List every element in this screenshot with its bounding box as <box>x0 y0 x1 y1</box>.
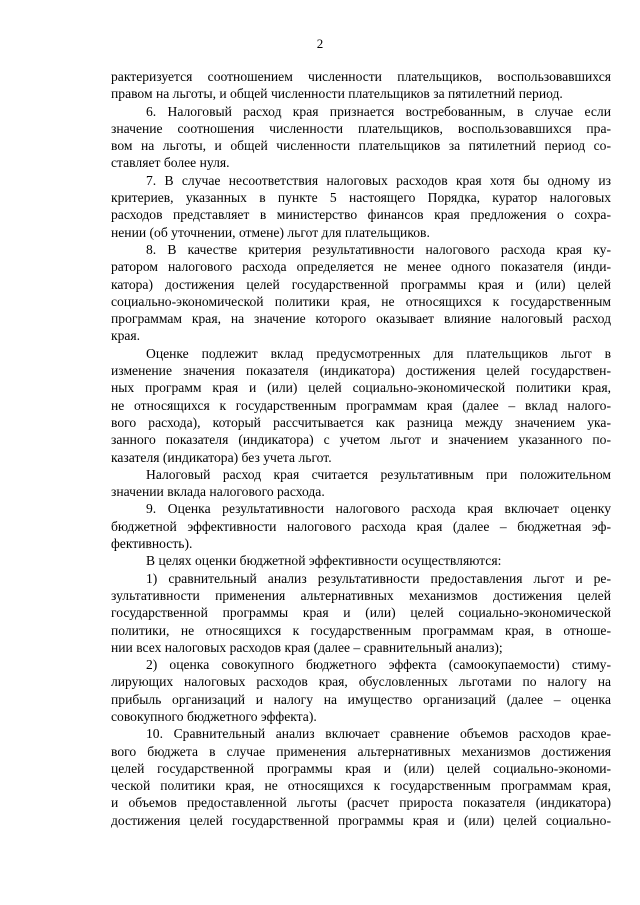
text-line: не относящихся к государственным программам края (далее – вклад налого- <box>111 397 611 413</box>
text-line: В целях оценки бюджетной эффективности осуществляются: <box>146 553 502 569</box>
text-line: 7. В случае несоответствия налоговых расходов края хотя бы одному из <box>146 172 611 188</box>
text-line: 9. Оценка результативности налогового расхода края включает оценку <box>146 501 611 517</box>
text-line: 6. Налоговый расход края признается востребованным, в случае если <box>146 103 611 119</box>
text-line: и объемов предоставленной льготы (расчет прироста показателя (индикатора) <box>111 795 611 811</box>
text-line: катора) достижения целей государственной программы края и (или) целей <box>111 276 611 292</box>
text-line: вом на льготы, и общей численности плательщиков за пятилетний период со- <box>111 138 611 154</box>
text-line: программам края, на значение которого оказывает влияние налоговый расход <box>111 311 611 327</box>
text-line: критериев, указанных в пункте 5 настоящего Порядка, куратор налоговых <box>111 190 611 206</box>
text-line: Налоговый расход края считается результативным при положительном <box>146 466 611 482</box>
text-line: вого расхода), который рассчитывается как разница между значением ука- <box>111 414 611 430</box>
text-line: прибыль организаций и налогу на имущество организаций (далее – оценка <box>111 691 611 707</box>
text-line: целей государственной программы края и (или) целей социально-экономи- <box>111 760 611 776</box>
text-line: вого бюджета в случае применения альтернативных механизмов достижения <box>111 743 611 759</box>
page-number: 2 <box>316 36 324 51</box>
text-line: лирующих налоговых расходов края, обусловленных льготами по налогу на <box>111 674 611 690</box>
text-line: Оценке подлежит вклад предусмотренных для плательщиков льгот в <box>146 345 611 361</box>
text-line: политики, не относящихся к государственным программам края, в отноше- <box>111 622 611 638</box>
text-line: 1) сравнительный анализ результативности предоставления льгот и ре- <box>146 570 611 586</box>
text-line: нении (об уточнении, отмене) льгот для плательщиков. <box>111 224 430 240</box>
text-line: изменение значения показателя (индикатора) достижения целей государствен- <box>111 363 611 379</box>
text-line: ных программ края и (или) целей социально-экономической политики края, <box>111 380 611 396</box>
text-line: зультативности применения альтернативных механизмов достижения целей <box>111 587 611 603</box>
text-line: ставляет более нуля. <box>111 155 230 171</box>
text-line: значение соотношения численности плательщиков, воспользовавшихся пра- <box>111 120 611 136</box>
text-line: достижения целей государственной программы края и (или) целей социально- <box>111 812 611 828</box>
text-line: совокупного бюджетного эффекта). <box>111 708 317 724</box>
text-line: 2) оценка совокупного бюджетного эффекта (самоокупаемости) стиму- <box>146 657 611 673</box>
text-line: нии всех налоговых расходов края (далее – сравнительный анализ); <box>111 639 503 655</box>
text-line: казателя (индикатора) без учета льгот. <box>111 449 332 465</box>
body-text <box>111 68 611 829</box>
text-line: рактеризуется соотношением численности плательщиков, воспользовавшихся <box>111 69 611 84</box>
text-line: правом на льготы, и общей численности плательщиков за пятилетний период. <box>111 86 563 102</box>
text-line: ратором налогового расхода определяется не менее одного показателя (инди- <box>111 259 611 275</box>
text-line: бюджетной эффективности налогового расхода края (далее – бюджетная эф- <box>111 518 611 534</box>
text-line: государственной программы края и (или) целей социально-экономической <box>111 605 611 621</box>
text-line: 10. Сравнительный анализ включает сравнение объемов расходов краe- <box>146 726 611 742</box>
text-line: занного показателя (индикатора) с учетом льгот и значением указанного по- <box>111 432 611 448</box>
text-line: фективность). <box>111 536 193 552</box>
text-line: края. <box>111 328 141 344</box>
text-line: расходов представляет в министерство финансов края предложения о сохра- <box>111 207 611 223</box>
text-line: значении вклада налогового расхода. <box>111 484 325 500</box>
text-line: ческой политики края, не относящихся к государственным программам края, <box>111 778 611 794</box>
text-line: 8. В качестве критерия результативности налогового расхода края ку- <box>146 241 611 257</box>
text-line: социально-экономической политики края, не относящихся к государственным <box>111 293 611 309</box>
